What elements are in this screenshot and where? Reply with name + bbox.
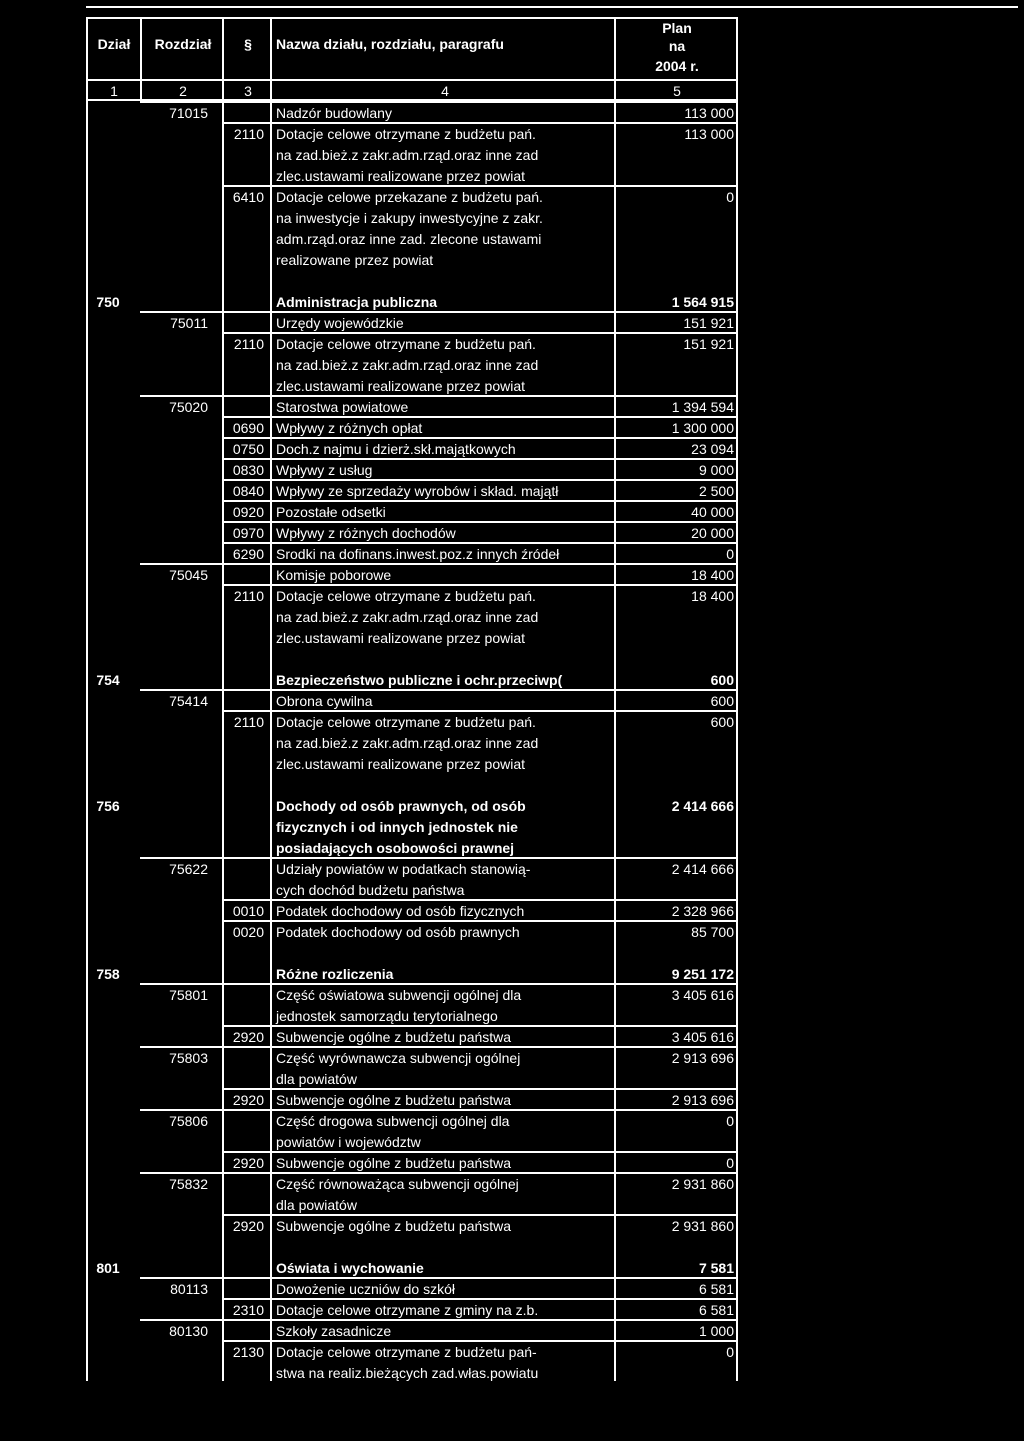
section-name: Dochody od osób prawnych, od osób <box>276 798 526 814</box>
rozdzial-code: 75414 <box>169 693 208 709</box>
header-paragraf: § <box>244 36 252 52</box>
item-name: jednostek samorządu terytorialnego <box>276 1008 498 1024</box>
grid-line <box>140 17 142 101</box>
item-name: Pozostałe odsetki <box>276 504 386 520</box>
dzial-code: 801 <box>96 1260 120 1276</box>
grid-line <box>614 17 616 101</box>
item-name: Srodki na dofinans.inwest.poz.z innych źródeł <box>276 546 560 562</box>
header-rozdzial: Rozdział <box>154 36 212 52</box>
plan-value: 2 414 666 <box>671 798 734 814</box>
item-name: zlec.ustawami realizowane przez powiat <box>276 378 525 394</box>
paragraf-code: 2110 <box>233 588 264 604</box>
item-name: Dotacje celowe otrzymane z gminy na z.b. <box>276 1302 539 1318</box>
plan-value: 6 581 <box>698 1302 734 1318</box>
item-name: na zad.bież.z zakr.adm.rząd.oraz inne zad <box>276 147 539 163</box>
paragraf-code: 2310 <box>232 1302 264 1318</box>
rozdzial-code: 75803 <box>169 1050 208 1066</box>
item-name: cych dochód budżetu państwa <box>276 882 465 898</box>
item-name: Szkoły zasadnicze <box>276 1323 392 1339</box>
plan-value: 113 000 <box>684 126 734 142</box>
rozdzial-code: 75801 <box>169 987 208 1003</box>
item-name: Wpływy z różnych dochodów <box>276 525 456 541</box>
plan-value: 2 913 696 <box>671 1092 734 1108</box>
top-rule <box>86 6 1018 8</box>
plan-value: 600 <box>710 714 734 730</box>
rozdzial-code: 80113 <box>170 1281 208 1297</box>
item-name: Dotacje celowe otrzymane z budżetu pań- <box>276 1344 537 1360</box>
plan-value: 1 300 000 <box>671 420 734 436</box>
item-name: Nadzór budowlany <box>276 105 392 121</box>
item-name: Wpływy ze sprzedaży wyrobów i skład. majątł <box>276 483 559 499</box>
col-number-3: 3 <box>244 83 252 99</box>
item-name: dla powiatów <box>276 1197 357 1213</box>
plan-value: 0 <box>726 1344 734 1360</box>
plan-value: 113 000 <box>684 105 734 121</box>
item-name: na zad.bież.z zakr.adm.rząd.oraz inne zad <box>276 357 539 373</box>
item-name: stwa na realiz.bieżących zad.włas.powiatu <box>276 1365 539 1381</box>
header-plan-2: na <box>668 38 686 54</box>
paragraf-code: 0010 <box>232 903 264 919</box>
paragraf-code: 2920 <box>232 1218 264 1234</box>
header-plan-1: Plan <box>662 20 692 36</box>
item-name: Dotacje celowe otrzymane z budżetu pań. <box>276 126 536 142</box>
section-name: Oświata i wychowanie <box>276 1260 424 1276</box>
item-name: Wpływy z różnych opłat <box>276 420 423 436</box>
item-name: Subwencje ogólne z budżetu państwa <box>276 1218 512 1234</box>
paragraf-code: 0690 <box>232 420 264 436</box>
item-name: Dotacje celowe przekazane z budżetu pań. <box>276 189 543 205</box>
dzial-code: 750 <box>96 294 120 310</box>
grid-line <box>614 101 616 1381</box>
item-name: Obrona cywilna <box>276 693 373 709</box>
grid-line <box>86 17 88 1381</box>
item-name: Doch.z najmu i dzierż.skł.majątkowych <box>276 441 516 457</box>
dzial-code: 756 <box>96 798 120 814</box>
item-name: Subwencje ogólne z budżetu państwa <box>276 1029 512 1045</box>
col-number-4: 4 <box>441 83 449 99</box>
col-number-2: 2 <box>179 83 187 99</box>
paragraf-code: 0830 <box>232 462 264 478</box>
plan-value: 9 000 <box>698 462 734 478</box>
rozdzial-code: 75806 <box>169 1113 208 1129</box>
grid-line <box>270 17 272 101</box>
item-name: Część wyrównawcza subwencji ogólnej <box>276 1050 521 1066</box>
grid-line <box>86 17 738 19</box>
paragraf-code: 0750 <box>232 441 264 457</box>
plan-value: 7 581 <box>698 1260 734 1276</box>
item-name: zlec.ustawami realizowane przez powiat <box>276 168 525 184</box>
plan-value: 2 913 696 <box>671 1050 734 1066</box>
plan-value: 20 000 <box>691 525 734 541</box>
plan-value: 1 564 915 <box>671 294 734 310</box>
col-number-5: 5 <box>673 83 681 99</box>
rozdzial-code: 75011 <box>170 315 208 331</box>
paragraf-code: 0020 <box>232 924 264 940</box>
header-dzial: Dział <box>97 36 131 52</box>
section-name: Różne rozliczenia <box>276 966 394 982</box>
item-name: Dotacje celowe otrzymane z budżetu pań. <box>276 588 536 604</box>
paragraf-code: 6290 <box>232 546 264 562</box>
item-name: Część drogowa subwencji ogólnej dla <box>276 1113 510 1129</box>
plan-value: 0 <box>726 189 734 205</box>
plan-value: 2 328 966 <box>671 903 734 919</box>
plan-value: 151 921 <box>683 336 734 352</box>
item-name: realizowane przez powiat <box>276 252 434 268</box>
plan-value: 600 <box>710 693 734 709</box>
plan-value: 151 921 <box>683 315 734 331</box>
item-name: powiatów i województw <box>276 1134 421 1150</box>
grid-line <box>270 101 272 1381</box>
item-name: Część równoważąca subwencji ogólnej <box>276 1176 519 1192</box>
paragraf-code: 2920 <box>232 1155 264 1171</box>
plan-value: 1 000 <box>698 1323 734 1339</box>
plan-value: 0 <box>726 546 734 562</box>
dzial-code: 754 <box>96 672 120 688</box>
col-number-1: 1 <box>110 83 118 99</box>
plan-value: 2 931 860 <box>671 1218 734 1234</box>
rozdzial-code: 71015 <box>169 105 208 121</box>
rozdzial-code: 80130 <box>169 1323 208 1339</box>
item-name: Dotacje celowe otrzymane z budżetu pań. <box>276 336 536 352</box>
item-name: Podatek dochodowy od osób fizycznych <box>276 903 525 919</box>
plan-value: 2 414 666 <box>671 861 734 877</box>
item-name: Subwencje ogólne z budżetu państwa <box>276 1155 512 1171</box>
grid-line <box>86 79 738 81</box>
plan-value: 2 500 <box>698 483 734 499</box>
item-name: adm.rząd.oraz inne zad. zlecone ustawami <box>276 231 542 247</box>
plan-value: 23 094 <box>691 441 734 457</box>
header-plan-3: 2004 r. <box>655 58 699 74</box>
plan-value: 0 <box>726 1155 734 1171</box>
plan-value: 600 <box>710 672 734 688</box>
paragraf-code: 2920 <box>232 1029 264 1045</box>
section-name: Bezpieczeństwo publiczne i ochr.przeciwp( <box>276 672 563 688</box>
plan-value: 18 400 <box>691 567 734 583</box>
item-name: Podatek dochodowy od osób prawnych <box>276 924 520 940</box>
header-nazwa: Nazwa działu, rozdziału, paragrafu <box>276 36 504 52</box>
section-name: Administracja publiczna <box>276 294 438 310</box>
paragraf-code: 2110 <box>233 714 264 730</box>
paragraf-code: 2110 <box>233 126 264 142</box>
plan-value: 1 394 594 <box>671 399 734 415</box>
plan-value: 0 <box>726 1113 734 1129</box>
paragraf-code: 2920 <box>232 1092 264 1108</box>
plan-value: 18 400 <box>691 588 734 604</box>
item-name: Subwencje ogólne z budżetu państwa <box>276 1092 512 1108</box>
item-name: Część oświatowa subwencji ogólnej dla <box>276 987 522 1003</box>
plan-value: 6 581 <box>698 1281 734 1297</box>
paragraf-code: 2110 <box>233 336 264 352</box>
item-name: Udziały powiatów w podatkach stanowią- <box>276 861 531 877</box>
plan-value: 85 700 <box>691 924 734 940</box>
item-name: zlec.ustawami realizowane przez powiat <box>276 756 525 772</box>
item-name: Dowożenie uczniów do szkół <box>276 1281 455 1297</box>
paragraf-code: 0840 <box>232 483 264 499</box>
budget-table <box>86 17 738 1381</box>
paragraf-code: 2130 <box>232 1344 264 1360</box>
item-name: na zad.bież.z zakr.adm.rząd.oraz inne zad <box>276 735 539 751</box>
item-name: posiadających osobowości prawnej <box>276 840 515 856</box>
item-name: Wpływy z usług <box>276 462 373 478</box>
item-name: zlec.ustawami realizowane przez powiat <box>276 630 525 646</box>
rozdzial-code: 75622 <box>169 861 208 877</box>
grid-line <box>736 17 738 1381</box>
item-name: Urzędy wojewódzkie <box>276 315 404 331</box>
grid-line <box>222 17 224 101</box>
item-name: Komisje poborowe <box>276 567 392 583</box>
paragraf-code: 0970 <box>232 525 264 541</box>
item-name: na inwestycje i zakupy inwestycyjne z zakr. <box>276 210 543 226</box>
grid-line <box>222 101 224 1381</box>
item-name: na zad.bież.z zakr.adm.rząd.oraz inne zad <box>276 609 539 625</box>
plan-value: 40 000 <box>691 504 734 520</box>
paragraf-code: 6410 <box>232 189 264 205</box>
plan-value: 2 931 860 <box>671 1176 734 1192</box>
paragraf-code: 0920 <box>232 504 264 520</box>
item-name: Starostwa powiatowe <box>276 399 409 415</box>
plan-value: 3 405 616 <box>671 1029 734 1045</box>
rozdzial-code: 75020 <box>169 399 208 415</box>
item-name: dla powiatów <box>276 1071 357 1087</box>
rozdzial-code: 75832 <box>169 1176 208 1192</box>
rozdzial-code: 75045 <box>169 567 208 583</box>
plan-value: 9 251 172 <box>671 966 734 982</box>
dzial-code: 758 <box>96 966 120 982</box>
plan-value: 3 405 616 <box>671 987 734 1003</box>
item-name: fizycznych i od innych jednostek nie <box>276 819 518 835</box>
item-name: Dotacje celowe otrzymane z budżetu pań. <box>276 714 536 730</box>
